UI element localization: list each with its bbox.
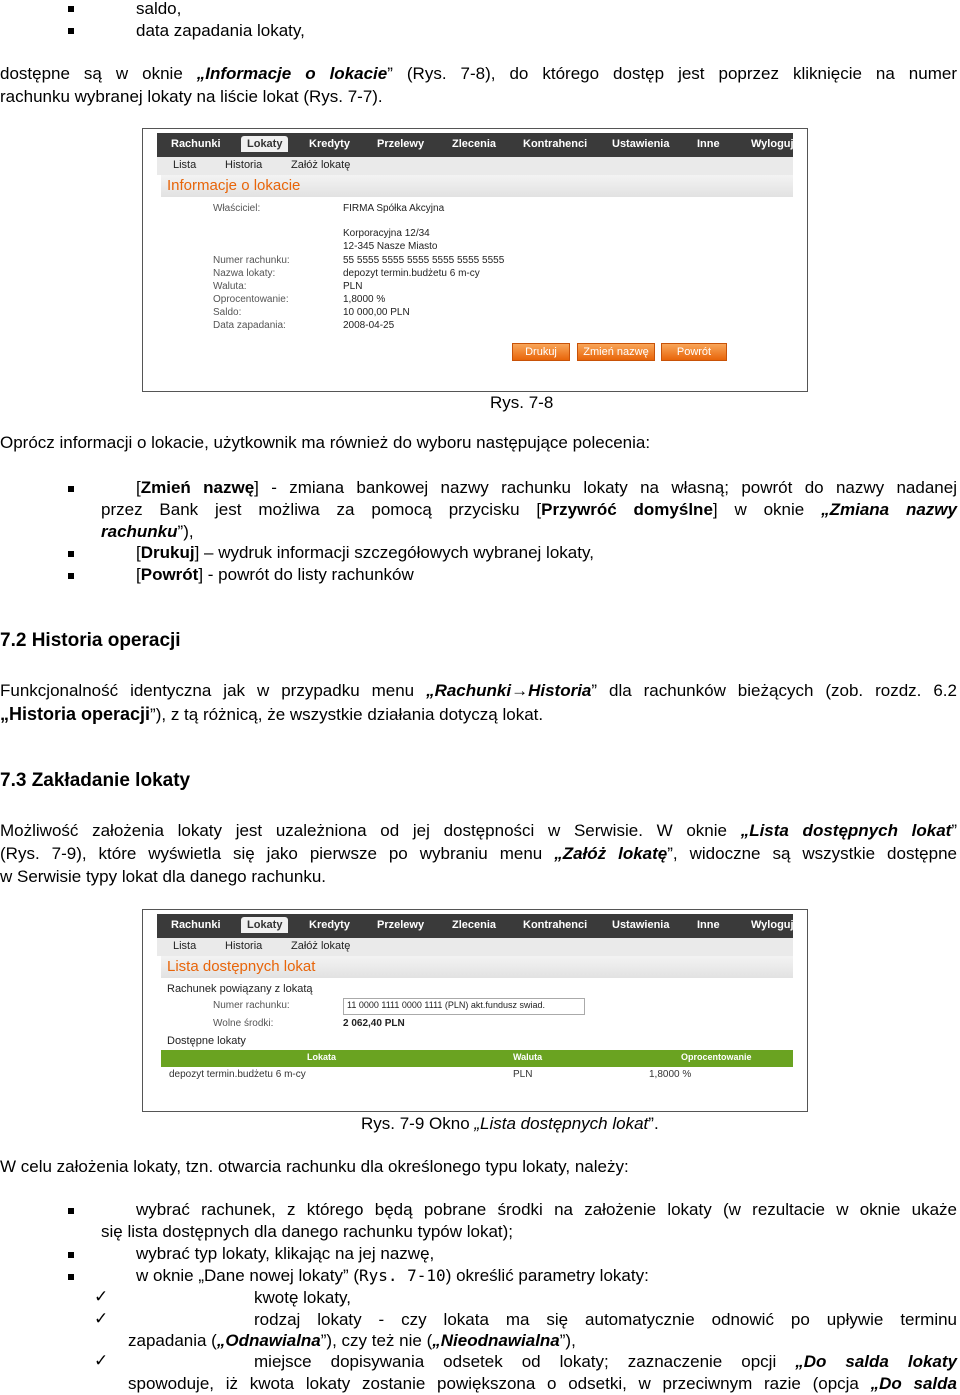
page-title-bar	[161, 956, 793, 978]
owner-address-1: Korporacyjna 12/34	[343, 228, 430, 239]
label-waluta: Waluta:	[213, 281, 247, 292]
main-nav	[157, 133, 793, 157]
nav-inne[interactable]: Inne	[697, 919, 720, 931]
bullet-square	[68, 486, 74, 492]
paragraph-intro-line1: dostępne są w oknie „Informacje o lokacie” (Rys. 7-8), do którego dostęp jest poprzez kliknięcie na numer	[0, 64, 957, 83]
nav-lokaty[interactable]: Lokaty	[241, 136, 288, 152]
cell-oprocentowanie: 1,8000 %	[649, 1069, 692, 1080]
screenshot-informacje-o-lokacie	[142, 128, 808, 392]
nav-ustawienia[interactable]: Ustawienia	[612, 138, 670, 150]
nav-lokaty[interactable]: Lokaty	[241, 917, 288, 933]
sub-nav	[157, 157, 793, 175]
section-dostepne-lokaty: Dostępne lokaty	[167, 1035, 246, 1047]
label-numer-rachunku: Numer rachunku:	[213, 1000, 290, 1011]
value-nazwa-lokaty: depozyt termin.budżetu 6 m-cy	[343, 268, 480, 279]
paragraph-intro-line2: rachunku wybranej lokaty na liście lokat (Rys. 7-7).	[0, 87, 383, 106]
command-zmien-nazwe-line3: rachunku”),	[101, 522, 194, 541]
nav-kredyty[interactable]: Kredyty	[309, 138, 350, 150]
nav-inne[interactable]: Inne	[697, 138, 720, 150]
command-zmien-nazwe-line2: przez Bank jest możliwa za pomocą przycisku [Przywróć domyślne] w oknie „Zmiana nazwy	[101, 500, 957, 519]
zmien-nazwe-button[interactable]: Zmień nazwę	[577, 343, 655, 361]
sub-nav	[157, 938, 793, 956]
bullet-square	[68, 573, 74, 579]
value-saldo: 10 000,00 PLN	[343, 307, 410, 318]
drukuj-button[interactable]: Drukuj	[512, 343, 570, 361]
heading-7-2: 7.2 Historia operacji	[0, 630, 181, 651]
nav-kredyty[interactable]: Kredyty	[309, 919, 350, 931]
checkmark-icon: ✓	[94, 1351, 109, 1370]
bullet-square	[68, 28, 74, 34]
label-nazwa-lokaty: Nazwa lokaty:	[213, 268, 276, 279]
nav-wyloguj[interactable]: Wyloguj	[751, 138, 794, 150]
subnav-zaloz-lokate[interactable]: Załóż lokatę	[291, 159, 351, 171]
value-numer-rachunku: 55 5555 5555 5555 5555 5555 5555	[343, 255, 505, 266]
subnav-zaloz-lokate[interactable]: Załóż lokatę	[291, 940, 351, 952]
cell-lokata[interactable]: depozyt termin.budżetu 6 m-cy	[169, 1069, 306, 1080]
section-7-3-line2: (Rys. 7-9), które wyświetla się jako pierwsze po wybraniu menu „Załóż lokatę”, widoczne są wszystkie dostępne	[0, 844, 957, 863]
bullet-square	[68, 1252, 74, 1258]
label-saldo: Saldo:	[213, 307, 242, 318]
page-title: Informacje o lokacie	[167, 177, 301, 194]
owner-label: Właściciel:	[213, 203, 261, 214]
page-title-bar	[161, 175, 793, 197]
nav-przelewy[interactable]: Przelewy	[377, 919, 425, 931]
nav-rachunki[interactable]: Rachunki	[171, 138, 221, 150]
step-1-line2: się lista dostępnych dla danego rachunku typów lokat);	[101, 1222, 514, 1241]
figure-caption-7-8: Rys. 7-8	[490, 393, 554, 412]
nav-zlecenia[interactable]: Zlecenia	[452, 919, 497, 931]
step-3: w oknie „Dane nowej lokaty” (Rys. 7-10) określić parametry lokaty:	[136, 1266, 649, 1285]
check-miejsce-line2: spowoduje, iż kwota lokaty zostanie powiększona o odsetki, w przeciwnym razie (opcja „Do salda	[128, 1374, 957, 1393]
section-7-2-line1: Funkcjonalność identyczna jak w przypadku menu „Rachunki→Historia” dla rachunków bieżących (zob. rozdz. 6.2	[0, 681, 957, 700]
bullet-square	[68, 6, 74, 12]
subnav-lista[interactable]: Lista	[173, 159, 197, 171]
paragraph-commands-intro: Oprócz informacji o lokacie, użytkownik ma również do wyboru następujące polecenia:	[0, 433, 651, 452]
bullet-text-saldo: saldo,	[136, 0, 182, 18]
subnav-historia[interactable]: Historia	[225, 940, 263, 952]
nav-wyloguj[interactable]: Wyloguj	[751, 919, 794, 931]
heading-7-3: 7.3 Zakładanie lokaty	[0, 770, 191, 791]
value-waluta: PLN	[343, 281, 363, 292]
table-header	[161, 1050, 793, 1067]
nav-kontrahenci[interactable]: Kontrahenci	[523, 919, 588, 931]
step-1-line1: wybrać rachunek, z którego będą pobrane środki na założenie lokaty (w rezultacie w oknie ukaże	[136, 1200, 957, 1219]
nav-kontrahenci[interactable]: Kontrahenci	[523, 138, 588, 150]
command-drukuj: [Drukuj] – wydruk informacji szczegółowych wybranej lokaty,	[136, 543, 594, 562]
section-7-3-line1: Możliwość założenia lokaty jest uzależniona od jej dostępności w Serwisie. W oknie „Lista dostępnych lokat”	[0, 821, 957, 840]
paragraph-steps-intro: W celu założenia lokaty, tzn. otwarcia rachunku dla określonego typu lokaty, należy:	[0, 1157, 629, 1176]
section-rachunek-powiazany: Rachunek powiązany z lokatą	[167, 983, 313, 995]
cell-waluta: PLN	[513, 1069, 533, 1080]
check-rodzaj-line2: zapadania („Odnawialna”), czy też nie („Nieodnawialna”),	[128, 1331, 576, 1350]
account-select-value: 11 0000 1111 0000 1111 (PLN) akt.fundusz swiad.	[347, 1000, 545, 1010]
page-title: Lista dostępnych lokat	[167, 958, 316, 975]
value-data-zapadania: 2008-04-25	[343, 320, 395, 331]
subnav-historia[interactable]: Historia	[225, 159, 263, 171]
figure-caption-7-9: Rys. 7-9 Okno „Lista dostępnych lokat”.	[361, 1114, 659, 1133]
owner-name: FIRMA Spółka Akcyjna	[343, 203, 445, 214]
command-zmien-nazwe-line1: [Zmień nazwę] - zmiana bankowej nazwy rachunku lokaty na własną; powrót do nazwy nadanej	[136, 478, 957, 497]
subnav-lista[interactable]: Lista	[173, 940, 197, 952]
label-data-zapadania: Data zapadania:	[213, 320, 286, 331]
checkmark-icon: ✓	[94, 1287, 109, 1306]
label-oprocentowanie: Oprocentowanie:	[213, 294, 289, 305]
label-numer-rachunku: Numer rachunku:	[213, 255, 290, 266]
section-7-2-line2: „Historia operacji”), z tą różnicą, że wszystkie działania dotyczą lokat.	[0, 704, 544, 724]
nav-rachunki[interactable]: Rachunki	[171, 919, 221, 931]
powrot-button[interactable]: Powrót	[661, 343, 727, 361]
nav-zlecenia[interactable]: Zlecenia	[452, 138, 497, 150]
table-row[interactable]	[161, 1067, 793, 1083]
value-oprocentowanie: 1,8000 %	[343, 294, 386, 305]
screenshot-lista-dostepnych-lokat	[142, 909, 808, 1112]
bullet-square	[68, 1274, 74, 1280]
bullet-square	[68, 551, 74, 557]
col-lokata: Lokata	[307, 1052, 337, 1062]
col-waluta: Waluta	[513, 1052, 543, 1062]
section-7-3-line3: w Serwisie typy lokat dla danego rachunku.	[0, 867, 327, 886]
label-wolne-srodki: Wolne środki:	[213, 1018, 274, 1029]
main-nav	[157, 914, 793, 938]
bullet-square	[68, 1208, 74, 1214]
owner-address-2: 12-345 Nasze Miasto	[343, 241, 438, 252]
checkmark-icon: ✓	[94, 1309, 109, 1328]
command-powrot: [Powrót] - powrót do listy rachunków	[136, 565, 414, 584]
check-rodzaj-line1: rodzaj lokaty - czy lokata ma się automatycznie odnowić po upływie terminu	[254, 1310, 957, 1329]
check-kwota: kwotę lokaty,	[254, 1288, 352, 1307]
step-2: wybrać typ lokaty, klikając na jej nazwę,	[136, 1244, 435, 1263]
nav-ustawienia[interactable]: Ustawienia	[612, 919, 670, 931]
nav-przelewy[interactable]: Przelewy	[377, 138, 425, 150]
bullet-text-data-zapadania: data zapadania lokaty,	[136, 21, 305, 40]
check-miejsce-line1: miejsce dopisywania odsetek od lokaty; zaznaczenie opcji „Do salda lokaty	[254, 1352, 957, 1371]
col-oprocentowanie: Oprocentowanie	[681, 1052, 752, 1062]
value-wolne-srodki: 2 062,40 PLN	[343, 1018, 405, 1029]
